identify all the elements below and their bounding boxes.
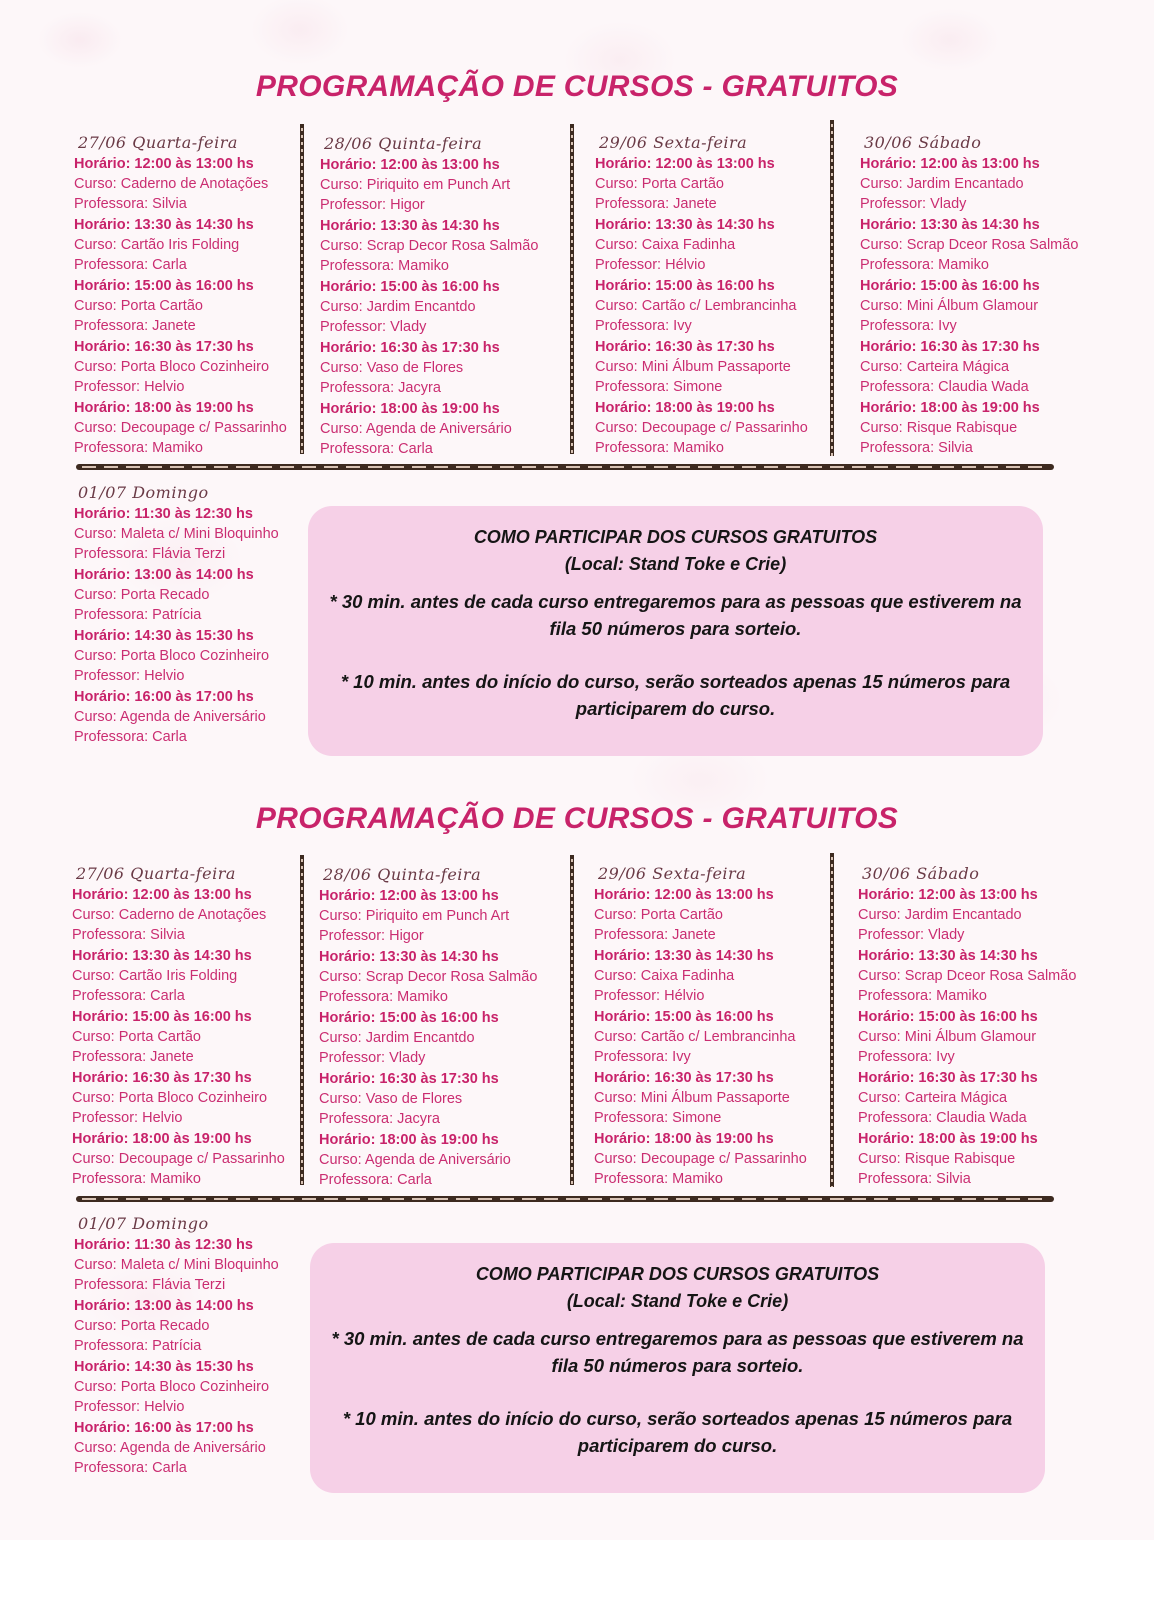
slot-time: Horário: 13:00 às 14:00 hs bbox=[74, 1298, 254, 1314]
info-box-title: COMO PARTICIPAR DOS CURSOS GRATUITOS bbox=[475, 1264, 880, 1284]
slot-teacher: Professor: Helvio bbox=[74, 668, 185, 684]
slot-time: Horário: 15:00 às 16:00 hs bbox=[860, 278, 1040, 294]
slot-teacher: Professora: Carla bbox=[74, 729, 187, 745]
slot-course: Curso: Mini Álbum Glamour bbox=[858, 1029, 1037, 1045]
slot-time: Horário: 18:00 às 19:00 hs bbox=[858, 1131, 1038, 1147]
slot-teacher: Professora: Mamiko bbox=[858, 988, 987, 1004]
course-slot bbox=[858, 885, 1076, 945]
slot-time: Horário: 12:00 às 13:00 hs bbox=[319, 888, 499, 904]
stitched-horizontal-divider bbox=[76, 464, 1054, 470]
slot-time: Horário: 18:00 às 19:00 hs bbox=[72, 1131, 252, 1147]
slot-teacher: Professora: Carla bbox=[74, 257, 187, 273]
slot-teacher: Professora: Mamiko bbox=[594, 1171, 723, 1187]
slot-course: Curso: Decoupage c/ Passarinho bbox=[74, 420, 287, 436]
slot-course: Curso: Jardim Encantado bbox=[858, 907, 1022, 923]
slot-time: Horário: 12:00 às 13:00 hs bbox=[860, 156, 1040, 172]
slot-time: Horário: 13:30 às 14:30 hs bbox=[860, 217, 1040, 233]
slot-course: Curso: Porta Cartão bbox=[595, 176, 724, 192]
course-slot bbox=[595, 154, 808, 214]
slot-course: Curso: Mini Álbum Passaporte bbox=[594, 1090, 790, 1106]
slot-teacher: Professora: Janete bbox=[72, 1049, 194, 1065]
slot-teacher: Professor: Vlady bbox=[858, 927, 965, 943]
slot-course: Curso: Decoupage c/ Passarinho bbox=[594, 1151, 807, 1167]
slot-time: Horário: 12:00 às 13:00 hs bbox=[594, 887, 774, 903]
slot-teacher: Professora: Ivy bbox=[595, 318, 692, 334]
section-title: PROGRAMAÇÃO DE CURSOS - GRATUITOS bbox=[255, 802, 899, 835]
slot-course: Curso: Decoupage c/ Passarinho bbox=[72, 1151, 285, 1167]
day-heading: 28/06 Quinta-feira bbox=[323, 865, 482, 884]
slot-time: Horário: 13:30 às 14:30 hs bbox=[74, 217, 254, 233]
slot-teacher: Professor: Hélvio bbox=[595, 257, 706, 273]
course-slot bbox=[320, 399, 538, 459]
day-heading: 30/06 Sábado bbox=[864, 133, 982, 152]
info-box-location: (Local: Stand Toke e Crie) bbox=[566, 1291, 789, 1311]
participation-info-box bbox=[308, 506, 1043, 756]
slot-teacher: Professora: Janete bbox=[595, 196, 717, 212]
course-slot bbox=[858, 1068, 1076, 1128]
slot-teacher: Professora: Mamiko bbox=[74, 440, 203, 456]
slot-time: Horário: 11:30 às 12:30 hs bbox=[74, 1237, 253, 1253]
slot-course: Curso: Porta Bloco Cozinheiro bbox=[74, 648, 270, 664]
course-slot bbox=[320, 155, 538, 215]
info-rule-1: * 30 min. antes de cada curso entregaremos para as pessoas que estiverem na fila 50 números para sorteio. bbox=[331, 1328, 1024, 1376]
slot-time: Horário: 15:00 às 16:00 hs bbox=[72, 1009, 252, 1025]
slot-course: Curso: Porta Cartão bbox=[72, 1029, 201, 1045]
slot-teacher: Professora: Mamiko bbox=[320, 258, 449, 274]
slot-course: Curso: Scrap Decor Rosa Salmão bbox=[320, 238, 539, 254]
slot-course: Curso: Mini Álbum Glamour bbox=[860, 298, 1039, 314]
slot-teacher: Professora: Carla bbox=[319, 1172, 432, 1188]
slot-course: Curso: Vaso de Flores bbox=[320, 360, 464, 376]
slot-time: Horário: 15:00 às 16:00 hs bbox=[320, 279, 500, 295]
slot-teacher: Professora: Silvia bbox=[72, 927, 185, 943]
day-column bbox=[595, 133, 808, 459]
slot-time: Horário: 15:00 às 16:00 hs bbox=[319, 1010, 499, 1026]
slot-time: Horário: 16:30 às 17:30 hs bbox=[858, 1070, 1038, 1086]
slot-course: Curso: Porta Cartão bbox=[594, 907, 723, 923]
slot-course: Curso: Porta Bloco Cozinheiro bbox=[74, 1379, 270, 1395]
stitched-vertical-divider bbox=[570, 124, 574, 454]
info-box-location: (Local: Stand Toke e Crie) bbox=[564, 554, 787, 574]
slot-course: Curso: Cartão Iris Folding bbox=[74, 237, 240, 253]
course-slot bbox=[860, 276, 1078, 336]
slot-teacher: Professora: Patrícia bbox=[74, 607, 202, 623]
slot-course: Curso: Agenda de Aniversário bbox=[320, 421, 512, 437]
course-slot bbox=[594, 946, 807, 1006]
course-slot bbox=[595, 337, 808, 397]
slot-teacher: Professora: Mamiko bbox=[860, 257, 989, 273]
course-slot bbox=[319, 1130, 537, 1190]
slot-time: Horário: 18:00 às 19:00 hs bbox=[74, 400, 254, 416]
slot-time: Horário: 18:00 às 19:00 hs bbox=[594, 1131, 774, 1147]
slot-teacher: Professora: Jacyra bbox=[319, 1111, 440, 1127]
course-slot bbox=[595, 398, 808, 458]
section-title: PROGRAMAÇÃO DE CURSOS - GRATUITOS bbox=[255, 70, 899, 103]
course-slot bbox=[858, 1007, 1076, 1067]
slot-course: Curso: Carteira Mágica bbox=[860, 359, 1010, 375]
day-column bbox=[594, 864, 807, 1190]
slot-time: Horário: 11:30 às 12:30 hs bbox=[74, 506, 253, 522]
course-slot bbox=[594, 1007, 807, 1067]
course-slot bbox=[594, 1129, 807, 1189]
slot-course: Curso: Agenda de Aniversário bbox=[319, 1152, 511, 1168]
course-slot bbox=[74, 565, 279, 625]
course-slot bbox=[74, 154, 287, 214]
slot-course: Curso: Maleta c/ Mini Bloquinho bbox=[74, 526, 279, 542]
course-slot bbox=[74, 1235, 279, 1295]
stitched-vertical-divider bbox=[830, 853, 834, 1187]
slot-course: Curso: Jardim Encantdo bbox=[320, 299, 476, 315]
day-column bbox=[74, 133, 287, 459]
slot-course: Curso: Decoupage c/ Passarinho bbox=[595, 420, 808, 436]
day-column bbox=[858, 864, 1076, 1190]
slot-course: Curso: Agenda de Aniversário bbox=[74, 709, 266, 725]
slot-teacher: Professor: Helvio bbox=[72, 1110, 183, 1126]
slot-course: Curso: Mini Álbum Passaporte bbox=[595, 359, 791, 375]
slot-time: Horário: 16:30 às 17:30 hs bbox=[319, 1071, 499, 1087]
slot-teacher: Professora: Patrícia bbox=[74, 1338, 202, 1354]
day-heading: 29/06 Sexta-feira bbox=[599, 133, 748, 152]
slot-teacher: Professora: Janete bbox=[594, 927, 716, 943]
slot-course: Curso: Porta Cartão bbox=[74, 298, 203, 314]
slot-time: Horário: 15:00 às 16:00 hs bbox=[594, 1009, 774, 1025]
day-column bbox=[72, 864, 285, 1190]
slot-course: Curso: Piriquito em Punch Art bbox=[320, 177, 511, 193]
slot-course: Curso: Scrap Dceor Rosa Salmão bbox=[860, 237, 1079, 253]
course-slot bbox=[860, 337, 1078, 397]
course-slot bbox=[595, 276, 808, 336]
course-slot bbox=[74, 215, 287, 275]
slot-teacher: Professora: Carla bbox=[74, 1460, 187, 1476]
slot-time: Horário: 16:30 às 17:30 hs bbox=[74, 339, 254, 355]
slot-course: Curso: Porta Recado bbox=[74, 1318, 210, 1334]
slot-time: Horário: 13:30 às 14:30 hs bbox=[72, 948, 252, 964]
course-slot bbox=[72, 885, 285, 945]
slot-course: Curso: Cartão c/ Lembrancinha bbox=[595, 298, 797, 314]
course-slot bbox=[594, 885, 807, 945]
slot-course: Curso: Porta Bloco Cozinheiro bbox=[74, 359, 270, 375]
slot-time: Horário: 12:00 às 13:00 hs bbox=[320, 157, 500, 173]
slot-teacher: Professor: Vlady bbox=[319, 1050, 426, 1066]
course-slot bbox=[74, 337, 287, 397]
slot-time: Horário: 15:00 às 16:00 hs bbox=[595, 278, 775, 294]
info-rule-2: * 10 min. antes do início do curso, serão sorteados apenas 15 números para participarem do curso. bbox=[342, 1408, 1013, 1456]
slot-time: Horário: 12:00 às 13:00 hs bbox=[595, 156, 775, 172]
course-slot bbox=[860, 215, 1078, 275]
course-slot bbox=[74, 1296, 279, 1356]
course-slot bbox=[858, 1129, 1076, 1189]
slot-time: Horário: 13:00 às 14:00 hs bbox=[74, 567, 254, 583]
day-heading: 01/07 Domingo bbox=[78, 1214, 209, 1233]
course-slot bbox=[594, 1068, 807, 1128]
slot-course: Curso: Cartão c/ Lembrancinha bbox=[594, 1029, 796, 1045]
day-column-sunday bbox=[74, 483, 279, 748]
slot-teacher: Professora: Mamiko bbox=[595, 440, 724, 456]
slot-teacher: Professora: Mamiko bbox=[319, 989, 448, 1005]
stitched-horizontal-divider bbox=[76, 1196, 1054, 1202]
slot-teacher: Professora: Jacyra bbox=[320, 380, 441, 396]
slot-teacher: Professor: Vlady bbox=[320, 319, 427, 335]
slot-teacher: Professor: Higor bbox=[320, 197, 425, 213]
slot-time: Horário: 16:00 às 17:00 hs bbox=[74, 1420, 254, 1436]
course-slot bbox=[74, 504, 279, 564]
slot-teacher: Professor: Helvio bbox=[74, 379, 185, 395]
course-slot bbox=[860, 154, 1078, 214]
course-slot bbox=[74, 626, 279, 686]
slot-course: Curso: Vaso de Flores bbox=[319, 1091, 463, 1107]
slot-course: Curso: Risque Rabisque bbox=[860, 420, 1018, 436]
slot-teacher: Professora: Simone bbox=[595, 379, 723, 395]
day-heading: 27/06 Quarta-feira bbox=[78, 133, 238, 152]
course-slot bbox=[74, 1357, 279, 1417]
slot-course: Curso: Agenda de Aniversário bbox=[74, 1440, 266, 1456]
course-slot bbox=[72, 946, 285, 1006]
info-rule-1: * 30 min. antes de cada curso entregaremos para as pessoas que estiverem na fila 50 números para sorteio. bbox=[329, 591, 1022, 639]
slot-time: Horário: 16:30 às 17:30 hs bbox=[72, 1070, 252, 1086]
slot-teacher: Professora: Silvia bbox=[860, 440, 973, 456]
slot-course: Curso: Caixa Fadinha bbox=[595, 237, 736, 253]
info-box-title: COMO PARTICIPAR DOS CURSOS GRATUITOS bbox=[473, 527, 878, 547]
participation-info-box bbox=[310, 1243, 1045, 1493]
slot-course: Curso: Scrap Decor Rosa Salmão bbox=[319, 969, 538, 985]
slot-time: Horário: 13:30 às 14:30 hs bbox=[595, 217, 775, 233]
stitched-vertical-divider bbox=[570, 855, 574, 1185]
slot-time: Horário: 18:00 às 19:00 hs bbox=[595, 400, 775, 416]
course-slot bbox=[74, 687, 279, 747]
info-rule-2: * 10 min. antes do início do curso, serão sorteados apenas 15 números para participarem do curso. bbox=[340, 671, 1011, 719]
slot-course: Curso: Porta Bloco Cozinheiro bbox=[72, 1090, 268, 1106]
slot-time: Horário: 18:00 às 19:00 hs bbox=[860, 400, 1040, 416]
day-heading: 30/06 Sábado bbox=[862, 864, 980, 883]
slot-course: Curso: Jardim Encantdo bbox=[319, 1030, 475, 1046]
slot-teacher: Professor: Vlady bbox=[860, 196, 967, 212]
stitched-vertical-divider bbox=[300, 124, 304, 454]
slot-time: Horário: 12:00 às 13:00 hs bbox=[74, 156, 254, 172]
slot-time: Horário: 16:00 às 17:00 hs bbox=[74, 689, 254, 705]
course-slot bbox=[595, 215, 808, 275]
course-slot bbox=[319, 947, 537, 1007]
slot-course: Curso: Maleta c/ Mini Bloquinho bbox=[74, 1257, 279, 1273]
slot-time: Horário: 13:30 às 14:30 hs bbox=[858, 948, 1038, 964]
course-slot bbox=[319, 886, 537, 946]
day-column-sunday bbox=[74, 1214, 279, 1479]
day-heading: 27/06 Quarta-feira bbox=[76, 864, 236, 883]
slot-teacher: Professora: Flávia Terzi bbox=[74, 1277, 226, 1293]
course-slot bbox=[74, 276, 287, 336]
slot-teacher: Professora: Mamiko bbox=[72, 1171, 201, 1187]
day-heading: 01/07 Domingo bbox=[78, 483, 209, 502]
course-slot bbox=[72, 1068, 285, 1128]
slot-time: Horário: 14:30 às 15:30 hs bbox=[74, 628, 254, 644]
slot-teacher: Professora: Carla bbox=[72, 988, 185, 1004]
slot-course: Curso: Risque Rabisque bbox=[858, 1151, 1016, 1167]
slot-course: Curso: Caderno de Anotações bbox=[74, 176, 269, 192]
slot-teacher: Professora: Carla bbox=[320, 441, 433, 457]
slot-course: Curso: Jardim Encantado bbox=[860, 176, 1024, 192]
slot-teacher: Professora: Claudia Wada bbox=[860, 379, 1029, 395]
course-slot bbox=[320, 338, 538, 398]
slot-course: Curso: Carteira Mágica bbox=[858, 1090, 1008, 1106]
slot-time: Horário: 14:30 às 15:30 hs bbox=[74, 1359, 254, 1375]
slot-time: Horário: 15:00 às 16:00 hs bbox=[74, 278, 254, 294]
slot-course: Curso: Piriquito em Punch Art bbox=[319, 908, 510, 924]
course-slot bbox=[72, 1129, 285, 1189]
slot-course: Curso: Scrap Dceor Rosa Salmão bbox=[858, 968, 1077, 984]
slot-teacher: Professora: Ivy bbox=[860, 318, 957, 334]
slot-teacher: Professora: Ivy bbox=[594, 1049, 691, 1065]
slot-time: Horário: 12:00 às 13:00 hs bbox=[858, 887, 1038, 903]
slot-time: Horário: 13:30 às 14:30 hs bbox=[319, 949, 499, 965]
course-slot bbox=[74, 1418, 279, 1478]
slot-time: Horário: 16:30 às 17:30 hs bbox=[860, 339, 1040, 355]
slot-course: Curso: Porta Recado bbox=[74, 587, 210, 603]
slot-time: Horário: 18:00 às 19:00 hs bbox=[319, 1132, 499, 1148]
day-heading: 28/06 Quinta-feira bbox=[324, 134, 483, 153]
slot-teacher: Professor: Helvio bbox=[74, 1399, 185, 1415]
day-column bbox=[319, 865, 537, 1191]
slot-teacher: Professora: Simone bbox=[594, 1110, 722, 1126]
slot-teacher: Professor: Higor bbox=[319, 928, 424, 944]
course-slot bbox=[320, 216, 538, 276]
slot-teacher: Professor: Hélvio bbox=[594, 988, 705, 1004]
slot-teacher: Professora: Flávia Terzi bbox=[74, 546, 226, 562]
stitched-vertical-divider bbox=[300, 855, 304, 1185]
slot-time: Horário: 12:00 às 13:00 hs bbox=[72, 887, 252, 903]
slot-teacher: Professora: Silvia bbox=[74, 196, 187, 212]
course-slot bbox=[72, 1007, 285, 1067]
day-column bbox=[320, 134, 538, 460]
course-slot bbox=[319, 1069, 537, 1129]
course-slot bbox=[319, 1008, 537, 1068]
slot-time: Horário: 13:30 às 14:30 hs bbox=[320, 218, 500, 234]
course-slot bbox=[860, 398, 1078, 458]
course-slot bbox=[320, 277, 538, 337]
slot-teacher: Professora: Ivy bbox=[858, 1049, 955, 1065]
day-heading: 29/06 Sexta-feira bbox=[598, 864, 747, 883]
course-slot bbox=[74, 398, 287, 458]
slot-teacher: Professora: Janete bbox=[74, 318, 196, 334]
slot-teacher: Professora: Claudia Wada bbox=[858, 1110, 1027, 1126]
slot-time: Horário: 16:30 às 17:30 hs bbox=[595, 339, 775, 355]
day-column bbox=[860, 133, 1078, 459]
slot-time: Horário: 16:30 às 17:30 hs bbox=[594, 1070, 774, 1086]
slot-course: Curso: Cartão Iris Folding bbox=[72, 968, 238, 984]
course-slot bbox=[858, 946, 1076, 1006]
slot-course: Curso: Caderno de Anotações bbox=[72, 907, 267, 923]
slot-course: Curso: Caixa Fadinha bbox=[594, 968, 735, 984]
slot-time: Horário: 18:00 às 19:00 hs bbox=[320, 401, 500, 417]
slot-time: Horário: 16:30 às 17:30 hs bbox=[320, 340, 500, 356]
slot-time: Horário: 15:00 às 16:00 hs bbox=[858, 1009, 1038, 1025]
stitched-vertical-divider bbox=[830, 120, 834, 456]
slot-teacher: Professora: Silvia bbox=[858, 1171, 971, 1187]
slot-time: Horário: 13:30 às 14:30 hs bbox=[594, 948, 774, 964]
